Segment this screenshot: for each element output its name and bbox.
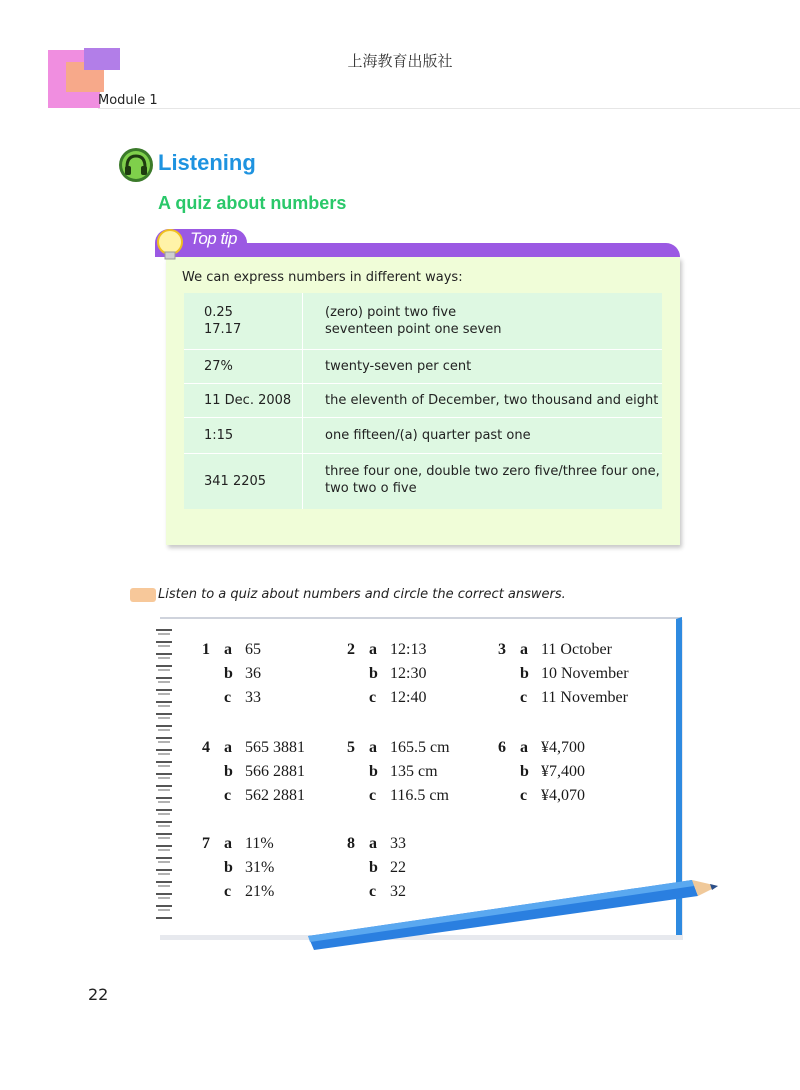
quiz-option-letter: b [369, 859, 378, 876]
quiz-option-answer[interactable]: 565 3881 [245, 739, 305, 756]
table-row [184, 417, 662, 454]
quiz-option-letter: b [369, 763, 378, 780]
quiz-option-letter: a [369, 835, 377, 852]
page-number: 22 [88, 985, 109, 1004]
table-expression: three four one, double two zero five/three four one, two two o five [325, 464, 660, 496]
table-expression: twenty-seven per cent [325, 359, 472, 374]
quiz-question-number: 4 [202, 739, 210, 756]
quiz-option-letter: b [520, 763, 529, 780]
quiz-option-answer[interactable]: 12:13 [390, 641, 427, 658]
quiz-option-answer[interactable]: 11 November [541, 689, 628, 706]
module-label: Module 1 [98, 93, 158, 108]
quiz-question-number: 6 [498, 739, 506, 756]
table-expression: one fifteen/(a) quarter past one [325, 428, 531, 443]
quiz-option-letter: a [224, 739, 232, 756]
quiz-question-number: 2 [347, 641, 355, 658]
quiz-question-number: 1 [202, 641, 210, 658]
table-row [184, 383, 662, 418]
quiz-option-answer[interactable]: ¥4,700 [541, 739, 585, 756]
quiz-option-answer[interactable]: 12:40 [390, 689, 427, 706]
quiz-option-letter: a [369, 739, 377, 756]
instruction-text: Listen to a quiz about numbers and circle the correct answers. [158, 587, 566, 602]
table-expression: (zero) point two five seventeen point one seven [325, 305, 502, 337]
quiz-option-answer[interactable]: ¥7,400 [541, 763, 585, 780]
quiz-option-letter: b [369, 665, 378, 682]
quiz-option-answer[interactable]: 165.5 cm [390, 739, 450, 756]
quiz-option-answer[interactable]: 11 October [541, 641, 612, 658]
quiz-option-letter: a [520, 739, 528, 756]
quiz-option-letter: a [520, 641, 528, 658]
quiz-option-answer[interactable]: 135 cm [390, 763, 438, 780]
spiral-binding-icon [152, 626, 180, 926]
instruction-marker [130, 588, 156, 602]
quiz-question-number: 7 [202, 835, 210, 852]
quiz-option-letter: c [369, 689, 377, 706]
quiz-question-number: 5 [347, 739, 355, 756]
quiz-option-letter: c [224, 689, 232, 706]
table-number: 0.25 17.17 [204, 305, 242, 337]
quiz-option-answer[interactable]: 22 [390, 859, 406, 876]
quiz-option-letter: a [369, 641, 377, 658]
lightbulb-icon [155, 228, 185, 262]
quiz-option-letter: b [224, 859, 233, 876]
quiz-option-letter: c [520, 787, 528, 804]
quiz-option-answer[interactable]: 116.5 cm [390, 787, 449, 804]
quiz-option-letter: c [369, 787, 377, 804]
table-row [184, 453, 662, 509]
table-number: 27% [204, 359, 233, 374]
quiz-option-answer[interactable]: 21% [245, 883, 275, 900]
number-expression-table [184, 293, 662, 509]
top-tip-intro: We can express numbers in different ways: [182, 270, 463, 285]
quiz-option-letter: b [520, 665, 529, 682]
table-row [184, 349, 662, 384]
quiz-option-answer[interactable]: 10 November [541, 665, 629, 682]
quiz-option-answer[interactable]: 566 2881 [245, 763, 305, 780]
quiz-option-answer[interactable]: 562 2881 [245, 787, 305, 804]
quiz-option-answer[interactable]: 65 [245, 641, 261, 658]
quiz-option-answer[interactable]: 12:30 [390, 665, 427, 682]
quiz-option-answer[interactable]: 32 [390, 883, 406, 900]
quiz-option-answer[interactable]: ¥4,070 [541, 787, 585, 804]
quiz-option-letter: a [224, 641, 232, 658]
quiz-option-letter: b [224, 763, 233, 780]
headphones-icon [118, 147, 154, 183]
quiz-question-number: 8 [347, 835, 355, 852]
quiz-option-answer[interactable]: 11% [245, 835, 274, 852]
quiz-option-letter: a [224, 835, 232, 852]
top-tip-header-bar [238, 243, 680, 257]
quiz-option-letter: c [520, 689, 528, 706]
quiz-option-answer[interactable]: 31% [245, 859, 275, 876]
quiz-option-letter: c [369, 883, 377, 900]
section-title: Listening [158, 150, 256, 175]
quiz-option-answer[interactable]: 33 [245, 689, 261, 706]
quiz-question-number: 3 [498, 641, 506, 658]
table-row [184, 293, 662, 350]
quiz-option-answer[interactable]: 36 [245, 665, 261, 682]
pencil-icon [300, 870, 720, 950]
quiz-option-letter: c [224, 883, 232, 900]
quiz-option-letter: b [224, 665, 233, 682]
section-subtitle: A quiz about numbers [158, 193, 347, 213]
quiz-option-answer[interactable]: 33 [390, 835, 406, 852]
table-number: 341 2205 [204, 474, 267, 489]
quiz-option-letter: c [224, 787, 232, 804]
publisher-name: 上海教育出版社 [347, 52, 453, 70]
table-expression: the eleventh of December, two thousand and eight [325, 393, 659, 408]
table-number: 1:15 [204, 428, 234, 443]
table-number: 11 Dec. 2008 [204, 393, 292, 408]
top-tip-label: Top tip [190, 229, 237, 248]
header-divider [98, 108, 800, 109]
